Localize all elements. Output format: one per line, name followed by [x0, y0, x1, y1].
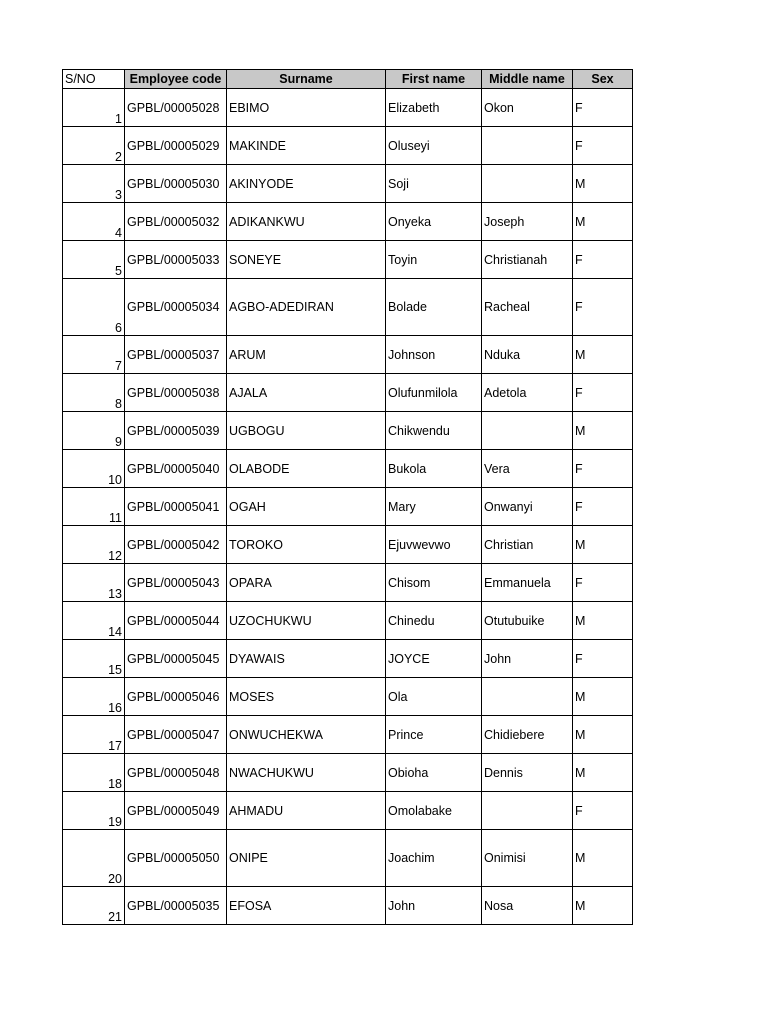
- cell-sno: 17: [63, 716, 125, 754]
- cell-employee-code: GPBL/00005029: [125, 127, 227, 165]
- cell-employee-code: GPBL/00005045: [125, 640, 227, 678]
- cell-sex: M: [573, 412, 633, 450]
- cell-surname: OPARA: [227, 564, 386, 602]
- cell-surname: UZOCHUKWU: [227, 602, 386, 640]
- cell-first-name: Olufunmilola: [386, 374, 482, 412]
- cell-sex: M: [573, 526, 633, 564]
- cell-sno: 8: [63, 374, 125, 412]
- cell-first-name: Omolabake: [386, 792, 482, 830]
- cell-sex: M: [573, 830, 633, 887]
- cell-employee-code: GPBL/00005041: [125, 488, 227, 526]
- cell-first-name: Mary: [386, 488, 482, 526]
- cell-sex: F: [573, 450, 633, 488]
- cell-first-name: Onyeka: [386, 203, 482, 241]
- cell-surname: OLABODE: [227, 450, 386, 488]
- cell-sno: 2: [63, 127, 125, 165]
- cell-middle-name: Emmanuela: [482, 564, 573, 602]
- table-row: [63, 374, 633, 412]
- cell-surname: EBIMO: [227, 89, 386, 127]
- cell-sex: F: [573, 279, 633, 336]
- cell-surname: MOSES: [227, 678, 386, 716]
- cell-first-name: Bukola: [386, 450, 482, 488]
- cell-first-name: Joachim: [386, 830, 482, 887]
- cell-middle-name: Nosa: [482, 887, 573, 925]
- cell-sex: F: [573, 89, 633, 127]
- cell-first-name: JOYCE: [386, 640, 482, 678]
- cell-middle-name: Christianah: [482, 241, 573, 279]
- cell-middle-name: Onwanyi: [482, 488, 573, 526]
- cell-sno: 5: [63, 241, 125, 279]
- cell-surname: OGAH: [227, 488, 386, 526]
- cell-employee-code: GPBL/00005039: [125, 412, 227, 450]
- cell-middle-name: Okon: [482, 89, 573, 127]
- cell-middle-name: Chidiebere: [482, 716, 573, 754]
- cell-middle-name: Otutubuike: [482, 602, 573, 640]
- cell-first-name: Bolade: [386, 279, 482, 336]
- cell-employee-code: GPBL/00005038: [125, 374, 227, 412]
- table-row: [63, 450, 633, 488]
- cell-first-name: Oluseyi: [386, 127, 482, 165]
- cell-employee-code: GPBL/00005035: [125, 887, 227, 925]
- cell-sex: M: [573, 165, 633, 203]
- table-row: [63, 127, 633, 165]
- table-row: [63, 716, 633, 754]
- table-row: [63, 830, 633, 887]
- cell-sno: 10: [63, 450, 125, 488]
- table-row: [63, 792, 633, 830]
- cell-surname: SONEYE: [227, 241, 386, 279]
- cell-first-name: Chisom: [386, 564, 482, 602]
- cell-sex: M: [573, 716, 633, 754]
- cell-employee-code: GPBL/00005030: [125, 165, 227, 203]
- cell-surname: TOROKO: [227, 526, 386, 564]
- table-row: [63, 241, 633, 279]
- table-row: [63, 89, 633, 127]
- cell-surname: EFOSA: [227, 887, 386, 925]
- cell-employee-code: GPBL/00005050: [125, 830, 227, 887]
- cell-surname: ONIPE: [227, 830, 386, 887]
- cell-sno: 9: [63, 412, 125, 450]
- cell-employee-code: GPBL/00005047: [125, 716, 227, 754]
- cell-sex: F: [573, 564, 633, 602]
- cell-middle-name: Onimisi: [482, 830, 573, 887]
- cell-middle-name: Dennis: [482, 754, 573, 792]
- table-row: [63, 640, 633, 678]
- table-row: [63, 336, 633, 374]
- cell-employee-code: GPBL/00005046: [125, 678, 227, 716]
- table-row: [63, 488, 633, 526]
- header-middle-name: Middle name: [482, 70, 573, 89]
- cell-sno: 12: [63, 526, 125, 564]
- cell-middle-name: Vera: [482, 450, 573, 488]
- cell-first-name: Chinedu: [386, 602, 482, 640]
- cell-sno: 21: [63, 887, 125, 925]
- cell-middle-name: Racheal: [482, 279, 573, 336]
- table-row: [63, 678, 633, 716]
- header-sno: S/NO: [63, 70, 125, 89]
- table-row: [63, 203, 633, 241]
- cell-sex: F: [573, 374, 633, 412]
- cell-middle-name: John: [482, 640, 573, 678]
- cell-sno: 13: [63, 564, 125, 602]
- cell-employee-code: GPBL/00005033: [125, 241, 227, 279]
- cell-middle-name: [482, 165, 573, 203]
- cell-sno: 6: [63, 279, 125, 336]
- cell-surname: NWACHUKWU: [227, 754, 386, 792]
- cell-employee-code: GPBL/00005044: [125, 602, 227, 640]
- cell-surname: AJALA: [227, 374, 386, 412]
- header-first-name: First name: [386, 70, 482, 89]
- cell-employee-code: GPBL/00005042: [125, 526, 227, 564]
- cell-employee-code: GPBL/00005028: [125, 89, 227, 127]
- cell-sno: 11: [63, 488, 125, 526]
- cell-surname: ADIKANKWU: [227, 203, 386, 241]
- cell-first-name: Johnson: [386, 336, 482, 374]
- cell-surname: AHMADU: [227, 792, 386, 830]
- cell-sno: 20: [63, 830, 125, 887]
- table-row: [63, 279, 633, 336]
- header-sex: Sex: [573, 70, 633, 89]
- cell-sex: M: [573, 678, 633, 716]
- cell-middle-name: [482, 792, 573, 830]
- cell-sno: 19: [63, 792, 125, 830]
- cell-sex: M: [573, 336, 633, 374]
- cell-sno: 4: [63, 203, 125, 241]
- header-employee-code: Employee code: [125, 70, 227, 89]
- cell-first-name: Prince: [386, 716, 482, 754]
- cell-surname: AGBO-ADEDIRAN: [227, 279, 386, 336]
- cell-first-name: Chikwendu: [386, 412, 482, 450]
- cell-surname: UGBOGU: [227, 412, 386, 450]
- cell-sno: 3: [63, 165, 125, 203]
- table-row: [63, 887, 633, 925]
- table-row: [63, 602, 633, 640]
- cell-employee-code: GPBL/00005049: [125, 792, 227, 830]
- table-row: [63, 564, 633, 602]
- cell-first-name: John: [386, 887, 482, 925]
- cell-middle-name: Nduka: [482, 336, 573, 374]
- cell-middle-name: [482, 127, 573, 165]
- cell-sno: 18: [63, 754, 125, 792]
- cell-first-name: Ola: [386, 678, 482, 716]
- cell-middle-name: [482, 412, 573, 450]
- cell-surname: DYAWAIS: [227, 640, 386, 678]
- cell-middle-name: Christian: [482, 526, 573, 564]
- cell-employee-code: GPBL/00005040: [125, 450, 227, 488]
- cell-sex: M: [573, 203, 633, 241]
- table-row: [63, 526, 633, 564]
- cell-surname: MAKINDE: [227, 127, 386, 165]
- cell-sex: F: [573, 640, 633, 678]
- cell-employee-code: GPBL/00005048: [125, 754, 227, 792]
- cell-employee-code: GPBL/00005032: [125, 203, 227, 241]
- cell-first-name: Ejuvwevwo: [386, 526, 482, 564]
- cell-sex: F: [573, 127, 633, 165]
- cell-sex: M: [573, 754, 633, 792]
- cell-first-name: Toyin: [386, 241, 482, 279]
- cell-sno: 7: [63, 336, 125, 374]
- table-row: [63, 165, 633, 203]
- cell-employee-code: GPBL/00005034: [125, 279, 227, 336]
- employee-table: [62, 69, 633, 925]
- cell-middle-name: [482, 678, 573, 716]
- cell-first-name: Elizabeth: [386, 89, 482, 127]
- table-row: [63, 412, 633, 450]
- cell-sex: F: [573, 792, 633, 830]
- cell-sex: M: [573, 887, 633, 925]
- cell-first-name: Obioha: [386, 754, 482, 792]
- cell-surname: ARUM: [227, 336, 386, 374]
- cell-middle-name: Joseph: [482, 203, 573, 241]
- header-row: [63, 70, 633, 89]
- cell-surname: ONWUCHEKWA: [227, 716, 386, 754]
- cell-sex: F: [573, 241, 633, 279]
- cell-sex: M: [573, 602, 633, 640]
- cell-sno: 1: [63, 89, 125, 127]
- cell-sno: 16: [63, 678, 125, 716]
- cell-surname: AKINYODE: [227, 165, 386, 203]
- cell-sno: 14: [63, 602, 125, 640]
- cell-employee-code: GPBL/00005037: [125, 336, 227, 374]
- header-surname: Surname: [227, 70, 386, 89]
- cell-sex: F: [573, 488, 633, 526]
- cell-sno: 15: [63, 640, 125, 678]
- cell-middle-name: Adetola: [482, 374, 573, 412]
- cell-first-name: Soji: [386, 165, 482, 203]
- table-row: [63, 754, 633, 792]
- cell-employee-code: GPBL/00005043: [125, 564, 227, 602]
